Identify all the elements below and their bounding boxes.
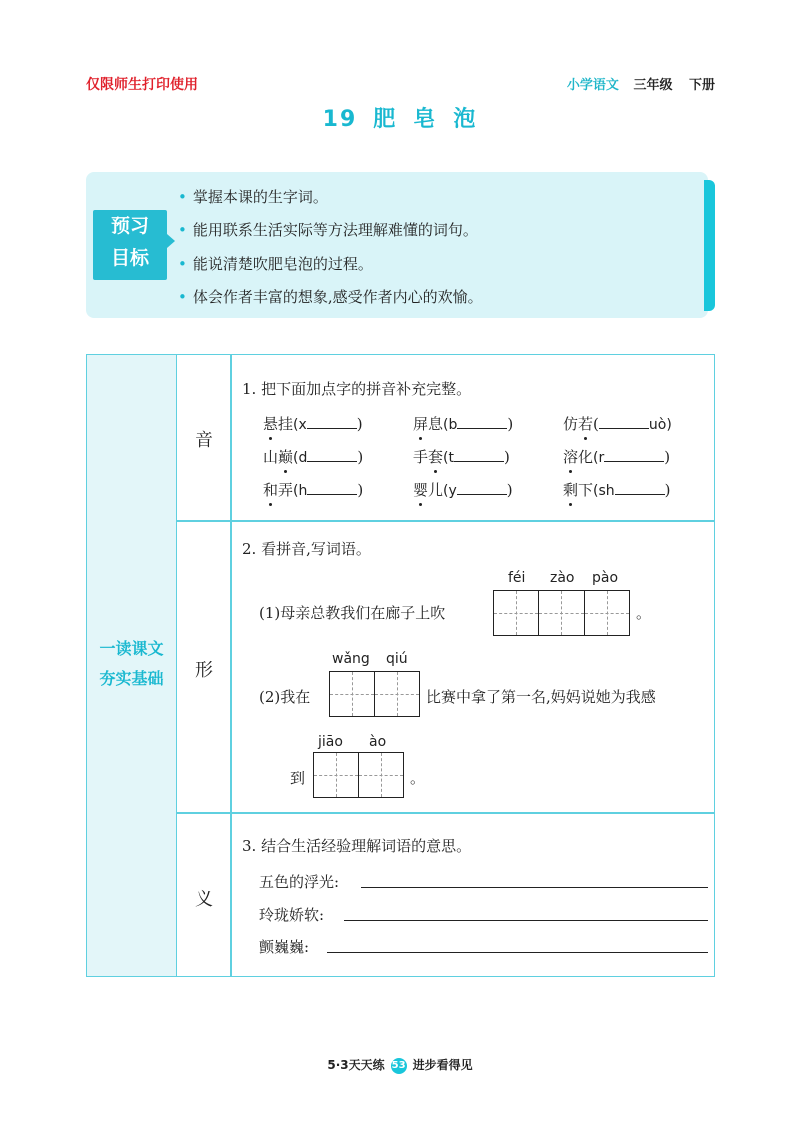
pinyin-syllable: féi xyxy=(508,570,526,586)
pinyin-syllable: pào xyxy=(592,570,619,586)
char: 儿 xyxy=(428,481,444,499)
grade-label: 三年级 xyxy=(633,78,673,93)
pinyin-item xyxy=(563,446,670,467)
footer xyxy=(0,1056,800,1074)
title-char: 皂 xyxy=(413,107,438,132)
grid-cell[interactable] xyxy=(330,672,375,716)
answer-blank[interactable] xyxy=(457,480,507,495)
footer-brand: 5·3天天练 xyxy=(327,1058,385,1072)
pinyin-syllable: zào xyxy=(550,570,575,586)
pinyin-item xyxy=(563,413,672,434)
pinyin-item xyxy=(263,413,363,434)
pinyin-item xyxy=(263,446,363,467)
answer-line[interactable] xyxy=(327,952,708,953)
q3-term: 五色的浮光: xyxy=(259,873,340,891)
pinyin-open: (y xyxy=(443,483,457,499)
dotted-char: 悬 xyxy=(263,415,279,433)
char: 弄 xyxy=(278,481,294,499)
dotted-char: 溶 xyxy=(563,448,579,466)
pinyin-syllable: jiāo xyxy=(318,734,343,750)
q2-sentence-3: 到 xyxy=(290,769,306,787)
row-divider xyxy=(177,812,715,814)
answer-blank[interactable] xyxy=(457,414,507,429)
page-number: 53 xyxy=(391,1058,407,1074)
volume-label: 下册 xyxy=(688,78,715,93)
pinyin-item xyxy=(413,446,510,467)
goal-item xyxy=(178,219,478,240)
q2-sentence-1: (1)母亲总教我们在廊子上吹 xyxy=(259,604,446,622)
answer-blank[interactable] xyxy=(307,414,357,429)
dotted-char: 套 xyxy=(428,448,444,466)
paren-close: ) xyxy=(357,448,364,466)
writing-grid[interactable] xyxy=(313,752,404,798)
pinyin-syllable: qiú xyxy=(386,651,408,667)
section-label-line: 一读课文 xyxy=(99,639,164,658)
writing-grid[interactable] xyxy=(493,590,630,636)
print-notice: 仅限师生打印使用 xyxy=(86,77,198,93)
q2-sentence-2-cont: 比赛中拿了第一名,妈妈说她为我感 xyxy=(426,688,656,706)
grid-cell[interactable] xyxy=(494,591,539,635)
answer-blank[interactable] xyxy=(604,447,664,462)
dotted-char: 婴 xyxy=(413,481,429,499)
answer-blank[interactable] xyxy=(599,414,649,429)
answer-line[interactable] xyxy=(361,887,708,888)
answer-blank[interactable] xyxy=(454,447,504,462)
q3-term: 颤巍巍: xyxy=(259,938,310,956)
goal-text: 体会作者丰富的想象,感受作者内心的欢愉。 xyxy=(192,288,483,306)
category-meaning: 义 xyxy=(195,889,213,910)
paren-close: ) xyxy=(507,415,514,433)
char: 仿 xyxy=(563,415,579,433)
grid-cell[interactable] xyxy=(375,672,419,716)
q2-prompt: 2. 看拼音,写词语。 xyxy=(242,540,371,558)
pinyin-item xyxy=(413,413,513,434)
pinyin-syllable: wǎng xyxy=(332,651,370,667)
bullet: • xyxy=(178,288,187,306)
bullet: • xyxy=(178,188,187,206)
dotted-char: 巅 xyxy=(278,448,294,466)
goal-item xyxy=(178,286,483,307)
pinyin-open: (sh xyxy=(593,483,615,499)
paren-close: ) xyxy=(664,481,671,499)
paren-open: ( xyxy=(593,415,599,433)
paren-close: ) xyxy=(356,415,363,433)
pinyin-open: (x xyxy=(293,417,307,433)
q2-sentence-2: (2)我在 xyxy=(259,688,311,706)
char: 息 xyxy=(428,415,444,433)
sentence-end: 。 xyxy=(410,769,426,787)
row-divider xyxy=(177,520,715,522)
pinyin-open: (r xyxy=(593,450,605,466)
section-label-line: 夯实基础 xyxy=(99,669,164,688)
pinyin-open: (b xyxy=(443,417,458,433)
grid-cell[interactable] xyxy=(585,591,629,635)
goals-accent-bar xyxy=(704,180,715,311)
category-sound: 音 xyxy=(195,430,213,451)
goal-text: 能说清楚吹肥皂泡的过程。 xyxy=(192,255,373,273)
goal-item xyxy=(178,186,328,207)
answer-blank[interactable] xyxy=(307,447,357,462)
badge-line: 目标 xyxy=(110,247,149,269)
bullet: • xyxy=(178,255,187,273)
q3-term: 玲珑娇软: xyxy=(259,906,325,924)
paren-close: ) xyxy=(506,481,513,499)
grid-cell[interactable] xyxy=(539,591,584,635)
grid-cell[interactable] xyxy=(359,753,403,797)
q3-prompt: 3. 结合生活经验理解词语的意思。 xyxy=(242,837,472,855)
answer-blank[interactable] xyxy=(615,480,665,495)
grid-cell[interactable] xyxy=(314,753,359,797)
q1-prompt: 1. 把下面加点字的拼音补充完整。 xyxy=(242,380,472,398)
answer-line[interactable] xyxy=(344,920,708,921)
badge-line: 预习 xyxy=(110,215,149,237)
answer-blank[interactable] xyxy=(307,480,357,495)
goal-item xyxy=(178,253,373,274)
goal-text: 能用联系生活实际等方法理解难懂的词句。 xyxy=(192,221,478,239)
char: 手 xyxy=(413,448,429,466)
footer-slogan: 进步看得见 xyxy=(412,1058,473,1072)
section-label xyxy=(86,634,177,694)
char: 山 xyxy=(263,448,279,466)
char: 下 xyxy=(578,481,594,499)
dotted-char: 若 xyxy=(578,415,594,433)
title-char: 肥 xyxy=(373,107,398,132)
paren-close: ) xyxy=(357,481,364,499)
writing-grid[interactable] xyxy=(329,671,420,717)
pinyin-open: (h xyxy=(293,483,308,499)
pinyin-syllable: ào xyxy=(369,734,387,750)
subject-label: 小学语文 xyxy=(566,78,619,93)
book-info xyxy=(567,74,715,93)
sentence-end: 。 xyxy=(636,604,652,622)
char: 挂 xyxy=(278,415,294,433)
dotted-char: 剩 xyxy=(563,481,579,499)
pinyin-open: (t xyxy=(443,450,454,466)
title-char: 泡 xyxy=(453,107,478,132)
dotted-char: 和 xyxy=(263,481,279,499)
paren-close: ) xyxy=(664,448,671,466)
pinyin-item xyxy=(413,479,513,500)
goal-text: 掌握本课的生字词。 xyxy=(192,188,328,206)
char: 化 xyxy=(578,448,594,466)
pinyin-item xyxy=(263,479,363,500)
pinyin-open: (d xyxy=(293,450,308,466)
pinyin-tail: uò) xyxy=(648,417,672,433)
lesson-title xyxy=(0,102,800,133)
category-shape: 形 xyxy=(195,660,213,681)
lesson-number: 19 xyxy=(322,107,358,132)
bullet: • xyxy=(178,221,187,239)
preview-goals-badge xyxy=(93,210,167,280)
pinyin-item xyxy=(563,479,671,500)
paren-close: ) xyxy=(503,448,510,466)
dotted-char: 屏 xyxy=(413,415,429,433)
